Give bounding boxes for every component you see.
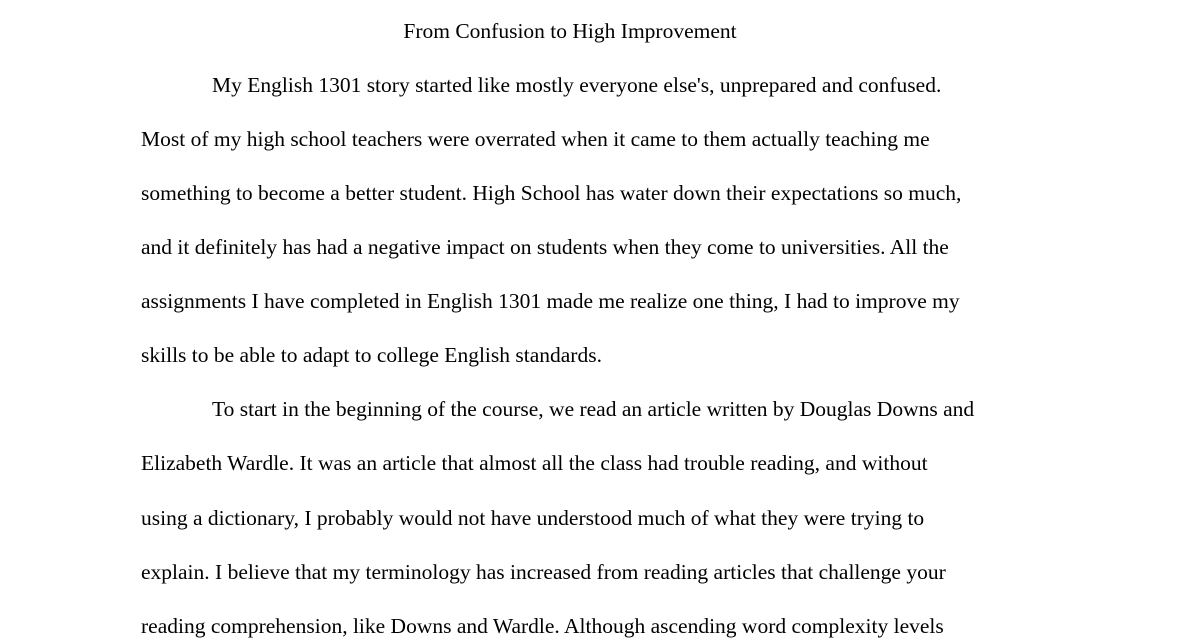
document-title: From Confusion to High Improvement xyxy=(403,19,737,43)
paragraph-2-line-3: using a dictionary, I probably would not have understood much of what they were trying to xyxy=(141,506,925,530)
paragraph-1-line-1: My English 1301 story started like mostly everyone else's, unprepared and confused. xyxy=(212,73,942,97)
paragraph-2-line-2: Elizabeth Wardle. It was an article that almost all the class had trouble reading, and without xyxy=(141,451,928,475)
paragraph-1-line-5: assignments I have completed in English 1301 made me realize one thing, I had to improve my xyxy=(141,289,960,313)
paragraph-1-line-3: something to become a better student. High School has water down their expectations so much, xyxy=(141,181,962,205)
paragraph-2-line-4: explain. I believe that my terminology has increased from reading articles that challenge your xyxy=(141,560,946,584)
paragraph-1-line-4: and it definitely has had a negative impact on students when they come to universities. All the xyxy=(141,235,949,259)
paragraph-2-line-1: To start in the beginning of the course, we read an article written by Douglas Downs and xyxy=(212,397,975,421)
paragraph-1-line-2: Most of my high school teachers were overrated when it came to them actually teaching me xyxy=(141,127,930,151)
paragraph-1-line-6: skills to be able to adapt to college English standards. xyxy=(141,343,602,367)
paragraph-2-line-5: reading comprehension, like Downs and Wardle. Although ascending word complexity levels xyxy=(141,614,944,638)
